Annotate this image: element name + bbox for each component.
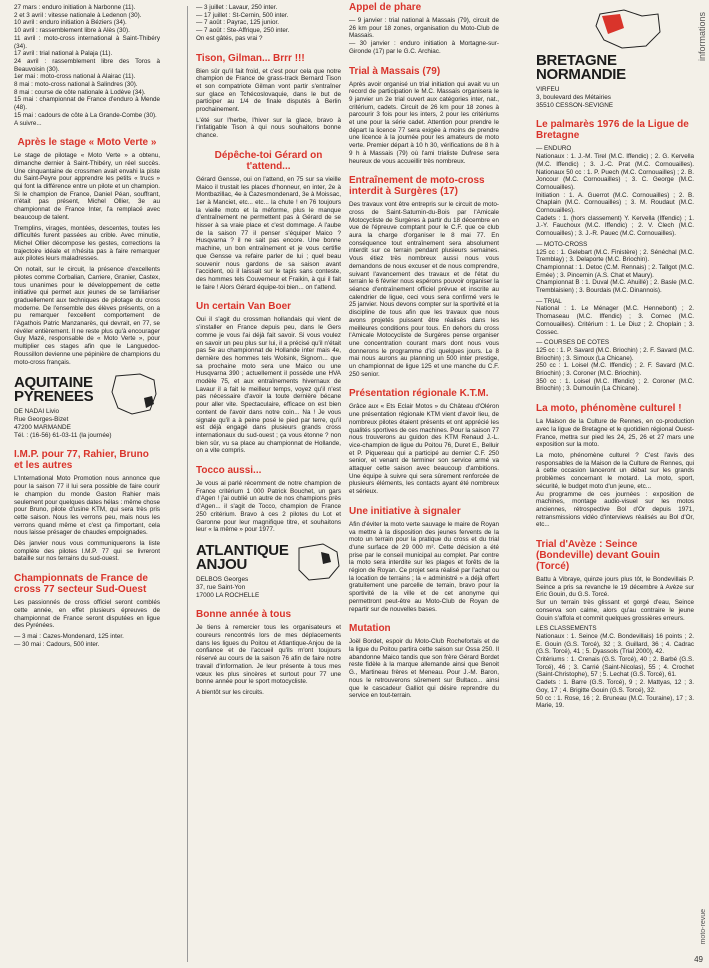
league-title: AQUITAINE PYRENEES — [14, 374, 94, 406]
article-paragraph: Oui il s'agit du crossman hollandais qui vient de s'installer en France depuis peu, dans le Gers comme je vous l'ai déjà fait savoir. Si vous voulez en savoir un peu plus sur lui, il a précisé qu'il n'était pas 5e au championnat de Hollande inter mais 4e, dernière des hommes tels Wolsink, Signorn... que sa prochaine moto sera une Maico ou une Husqvarna 390 ; actuellement il possède une HVA modèle 75, et aux entraînements hivernaux de Lavaur il a fait le meilleur temps, voyez qu'il n'est pas nécessaire d'avoir la toute dernière bécane pour aller vite. Spectaculaire, efficace on est bien content de l'avoir dans notre coin... Na ! Je vous signale qu'il a à peine posé le pied par terre, qu'il est déjà engagé dans plusieurs grands cross internationaux du sud-ouest ; ça vous étonne ? non bien sûr, vu sa place au championnat de Hollande, on a vite compris. — [196, 316, 341, 455]
league-title: BRETAGNE NORMANDIE — [536, 52, 626, 83]
league-address: DELBOS Georges 37, rue Saint-Yon 17000 LA ROCHELLE — [196, 575, 260, 599]
article-title: Tison, Gilman... Brrr !!! — [196, 52, 305, 64]
article-paragraph: Bien sûr qu'il fait froid, et c'est pour cela que notre champion de France de grass-track Bernard Tison et son compatriote Gilman vont partir s'entraîner sur glace en Tchécoslovaquie, dans le but de participer au 1/4 de finale disputés à Berlin prochainement. — [196, 67, 341, 114]
article-paragraph: Après avoir organisé un trial initiation qui avait vu un record de participation le M.C. Massais organisera le 9 janvier un 2e trial ouvert aux catégories inter, nat., critérium, cadets. Circuit de 26 km pour 18 zones à parcourir 3 fois pour les inters, 2 pour les critériums et une pour la série cadet. Attention pour prendre le départ la licence 77 sera exigée à moins de prendre une licence à la journée pour les amateurs de moto verte. Premier départ à 10 h 30, vérifications de 8 h à 9 h à Massais (79) où l'ami trialiste Dufrese sera heureux de vous accueillir très nombreux. — [349, 80, 499, 165]
article-paragraph: — 9 janvier : trial national à Massais (79), circuit de 26 km pour 18 zones, organisation du Moto-Club de Massais. — 30 janvier : enduro initiation à Mortagne-sur-Gironde (17) par le G.C. Archiac. — [349, 17, 499, 55]
article-title: Une initiative à signaler — [349, 505, 461, 517]
article-paragraph: L'International Moto Promotion nous annonce que pour la saison 77 il lui sera possible de faire courir le champion du monde Gaston Rahier mais seulement pour quelques dates hélas : même chose pour Bruno, pilote d'usine KTM, qui sera très pris cette saison. Nous les verrons peu, mais nous les verrons quand même et c'est ça l'important, cela nous laisse présager de chaudes empoignades. — [14, 475, 160, 537]
article-title: Bonne année à tous — [196, 609, 292, 621]
column-1 — [14, 4, 160, 651]
league-address: DE NADAI Livio Rue Georges-Bizet 47200 MARMANDE Tél. : (16-56) 61-03-11 (la journée) — [14, 408, 112, 439]
column-4 — [536, 6, 694, 713]
article-title: Présentation régionale K.T.M. — [349, 388, 489, 400]
article-title: Trial d'Avèze : Seince (Bondeville) devant Gouin (Torcé) — [536, 539, 660, 573]
article-paragraph: La Maison de la Culture de Rennes, en co-production avec la ligue de Bretagne et le quotidien régional Ouest-France, mettra sur pied les 24, 25, 26 et 27 mars une exposition sur la moto. — [536, 418, 694, 449]
calendar-list: — 3 juillet : Lavaur, 250 inter. — 17 juillet : St-Cernin, 500 inter. — 7 août : Payrac, 125 junior. — 7 août : Ste-Affrique, 250 inter. On est gâtés, pas vrai ? — [196, 4, 290, 42]
article-title: Après le stage « Moto Verte » — [17, 137, 157, 149]
article-paragraph: Afin d'éviter la moto verte sauvage le maire de Royan va mettre à la disposition des jeunes fervents de la moto un terrain pour la pratique du cross et du trial d'une surface de 29 000 m². Cette décision a été prise par le conseil municipal au complet. Par contre la moto sera interdite sur les plages et forêts de la région de Royan. Ce projet sera réalisé par l'achat ou la location de terrains ; la « administré » a déjà offert gratuitement une parcelle de terrain, bravo pour la sportivité de la ville et de cet anonyme qui permettront peut-être au Moto-Club de Royan de repartir sur de nouvelles bases. — [349, 520, 499, 613]
article-paragraph: Les passionnés de cross officiel seront comblés cette année, en effet plusieurs épreuves de championnat de France seront disputées en ligue des Pyrénées. — [14, 599, 160, 630]
article-paragraph: Tremplins, virages, montées, descentes, toutes les difficultés furent passées au crible. Avec minutie, Michel Ollier décompose les gestes, corrections la trajectoire idéale et n'hésita pas à faire remarquer aux pilotes leurs maladresses. — [14, 224, 160, 263]
article-title: Dépêche-toi Gérard on t'attend... — [214, 149, 323, 172]
article-paragraph: Je vous ai parlé récemment de notre champion de France critérium 1 000 Patrick Bouchet, un gars d'Agen ! j'ai oublié un autre de nos champions près d'Agen... il s'agit de Tocco, champion de France 250 critérium. Bravo à ces 2 pilotes du Lot et Garonne pour leur magnifique titre, et souhaitons leur « la même » pour 1977. — [196, 480, 341, 534]
article-title: Mutation — [349, 623, 391, 635]
article-paragraph: Gérard Gensse, oui on l'attend, en 75 sur sa vieille Maico il trustait les places d'honneur, en inter, 2e à Montbazillac, 4e à Cazesmondenard, 3e à Moissac, 1er à Manciet, etc... etc... la chute ! en 76 toujours la vieille moto et la méforme, plus le manque d'entraînement ne permettent pas à Gérard de se hisser à sa vraie place et c'est dommage. A l'aube de la saison 77 il penser s'équiper Maico ? Husqvarna ? il ne sait pas encore. Une bonne machine, un bon entraînement et je vous certifie que Gensse va refaire parler de lui ; quel beau souvenir nous gardons de sa saison avant l'accident, où il laissait sur le tapis sans conteste, des hommes tels Couverneur et Fraikin, à qui il fait le faire ! Alors Gérard équipe-toi bien... on t'attend. — [196, 175, 341, 291]
article-paragraph: — 3 mai : Cazes-Mondenard, 125 inter. — 30 mai : Cadours, 500 inter. — [14, 632, 124, 648]
article-paragraph: Des travaux vont être entrepris sur le circuit de moto-cross de Saint-Saturnin-du-Bois par l'Amicale Motocycliste de Surgères à partir du 18 décembre en vue de l'épreuve comptant pour le C.F. que ce club aura la charge d'organiser le 8 mai 77. En conséquence tout entraînement sera absolument interdit sur ce terrain pendant plusieurs semaines. Vous étiez très nombreux aussi nous vous demandons de nous excuser et de nous comprendre, suivant l'avancement des travaux et de l'état du terrain le 6 février nous espérons pouvoir organiser la séance d'entraînement officiel prévue et inscrite au calendrier de ligue, ceci vous sera confirmé vers le 25 janvier. Nous devons compter sur la sportivité et la discipline de tous afin que les travaux que nous avons projetés puissent être réalisés dans les meilleures conditions pour tous. En dehors du cross l'Amicale Motocycliste de Surgères pense organiser une concentration courant mars dont nous vous donnerons le programme d'ici quelques jours. Le 8 mai nous aurons au planning un 500 inter prestige, un championnat de ligue 125 et une manche du C.F. 250 senior. — [349, 201, 499, 378]
article-title: I.M.P. pour 77, Rahier, Bruno et les autres — [14, 449, 149, 472]
league-header — [14, 376, 160, 404]
results-paragraph: — ENDURO Nationaux : 1. J.-M. Tirel (M.C. Iffendic) ; 2. G. Kervella (M.C. Iffendic) ; 3. J.-C. Prat (M.C. Cornouailles). Nationaux 50 cc : 1. P. Puech (M.C. Cornouailles) ; 2. B. Joncour (M.C. Cornouailles) ; 3. C. George (M.C. Cornouailles). Initiation : 1. A. Guerrot (M.C. Cornouailles) ; 2. B. Chaplain (M.C. Cornouailles) ; 3. M. Roudaut (M.C. Cornouailles). Cadets : 1. (hors classement) Y. Kervella (Iffendic) ; 1. J.-Y. Fauchoux (M.C. Iffendic) ; 2. V. Clech (M.C. Cornouailles) ; 3. J.-R. Pauec (M.C. Cornouailles). — [536, 145, 694, 238]
article-title: Trial à Massais (79) — [349, 65, 441, 77]
magazine-name: moto-revue — [700, 908, 707, 944]
page-number: 49 — [694, 955, 703, 964]
article-title: Tocco aussi... — [196, 465, 262, 477]
article-title: Le palmarès 1976 de la Ligue de Bretagne — [536, 119, 689, 142]
article-paragraph: L'été sur l'herbe, l'hiver sur la glace, bravo à l'infatigable Tison à qui nous souhaitons bonne chance. — [196, 116, 341, 140]
league-address: VIRFEU 3, boulevard des Métairies 35510 CESSON-SEVIGNE — [536, 86, 614, 109]
article-paragraph: Dès janvier nous vous communiquerons la liste complète des pilotes I.M.P. 77 qui se livreront bataille sur nos terrains du sud-ouest. — [14, 540, 160, 563]
column-divider — [187, 6, 188, 962]
column-2 — [196, 4, 341, 700]
calendar-list: 27 mars : enduro initiation à Narbonne (11). 2 et 3 avril : vitesse nationale à Ledenon (30). 10 avril : enduro initiation à Béziers (34). 10 avril : rassemblement libre à Alès (30). 11 avril : moto-cross international à Saint-Thibéry (34). 17 avril : trial national à Palaja (11). 24 avril : rassemblement libre des Toros à Beauvoisin (30). 1er mai : moto-cross national à Alairac (11). 8 mai : moto-cross national à Salindres (30). 8 mai : course de côte nationale à Lodève (34). 15 mai : championnat de France d'enduro à Mende (48). 15 mai : cadours de côte à La Grande-Combe (30). A suivre... — [14, 4, 160, 127]
region-map-icon — [110, 372, 158, 416]
results-paragraph: LES CLASSEMENTS Nationaux : 1. Seince (M.C. Bondevillais) 16 points ; 2. E. Gouin (G.S. Torcé), 32 ; 3. Guillard, 36 ; 4. Cadrac (G.S. Torcé), 41 ; 5. Dyassols (Trial 2000), 42. Critériums : 1. Crenais (G.S. Torcé), 40 ; 2. Barbé (G.S. Torcé), 46 ; 3. Carrié (Saint-Nicolas), 55 ; 4. Crochet (Saint-Christophe), 57 ; 5. Lechat (G.S. Torcé), 61. Cadets : 1. Barre (G.S. Torcé), 9 ; 2. Mattyas, 12 ; 3. Goy, 17 ; 4. Brigitte Gouin (G.S. Torcé), 32. 50 cc : 1. Rose, 16 ; 2. Bruneau (M.C. Touraine), 17 ; 3. Marie, 19. — [536, 625, 694, 710]
article-title: Appel de phare — [349, 2, 422, 13]
article-title: Championnats de France de cross 77 secteur Sud-Ouest — [14, 573, 148, 596]
section-label: informations — [697, 12, 707, 62]
article-paragraph: Joël Bordet, espoir du Moto-Club Rochefortais et de la ligue du Poitou partira cette saison sur Ossa 250. Il abandonne Maico tandis que son frère Gérard Bordet reste fidèle à la marque allemande ainsi que Benoit G., Martineau frères et Meneau. Pour J.-M. Baron, nous le retrouverons sûrement sur Bultaco... ainsi que le cascadeur Galliot qui désire reprendre du service en tout-terrain. — [349, 638, 499, 700]
article-title: La moto, phénomène culturel ! — [536, 403, 682, 415]
league-title: ATLANTIQUE ANJOU — [196, 541, 289, 573]
article-paragraph: La moto, phénomène culturel ? C'est l'avis des responsables de la Maison de la Culture de Rennes, qui à cette occasion lanceront un débat sur les grands problèmes concernant le motard. La moto, sport, sécurité, le budget moto d'un jeune, etc... Au programme de ces journées : exposition de machines, montage audio-visuel sur les motos anciennes, rétrospective Bol d'Or depuis 1971, retransmissions vidéo d'interviews réalisés au Bol d'Or, etc... — [536, 452, 694, 529]
article-paragraph: Le stage de pilotage « Moto Verte » a obtenu, dimanche dernier à Saint-Thibéry, un réel succès. Une cinquantaine de crossmen avait envahi la piste du Saint-Peyre pour apprendre les petits « trucs » qui font la différence entre un pilote et un champion. Si le champion de France, Daniel Péan, souffrant, n'était pas présent, Michel Ollier, 3e au championnat de France Inter, l'a remplacé avec beaucoup de talent. — [14, 152, 160, 221]
article-paragraph: A bientôt sur les circuits. — [196, 688, 264, 696]
article-paragraph: On notait, sur le circuit, la présence d'excellents pilotes comme Corbalian, Carriere, Granier, Castex, tous unanimes pour le développement de cette initiative qui permet aux jeunes de se familiariser graduellement aux techniques de pilotage du cross moderne. De l'ensemble des élèves présents, on a pu remarquer l'excellent comportement de l'Agathois Patric Manzanarès, qui devrait, en 77, se révéler entièrement. Il ne reste plus qu'à encourager Guy Mazé, responsable de « Moto Verte », pour multiplier ces stages afin que le Languedoc-Roussillon devienne une pépinière de champions du moto-cross français. — [14, 266, 160, 366]
region-map-icon — [594, 6, 664, 52]
article-title: Entraînement de moto-cross interdit à Surgères (17) — [349, 175, 485, 198]
article-paragraph: Grâce aux « Ets Eclair Motos » du Château d'Oléron une présentation régionale KTM vient d'avoir lieu, de nombreux pilotes étaient présents et ont apprécié les qualités sportives de ces machines. Pour la saison 77 nous trouverons au guidon des KTM Renaud J.-L. vice-champion de ligue du Poitou 76, Duret E., Belluir et P. Piquereau qui a participé au dernier C.F. 250 senior, et venant de terminer son service armé va attaquer cette saison avec beaucoup d'ambitions. Une équipe à suivre qui sera sûrement renforcée de plusieurs éléments, les contacts ayant été nombreux et sérieux. — [349, 403, 499, 496]
results-paragraph: — MOTO-CROSS 125 cc : 1. Gelebart (M.C. Finistère) ; 2. Sénéchal (M.C. Tremblay) ; 3. Delaporte (M.C. Briochin). Championnat : 1. Detoc (C.M. Rennais) ; 2. Tallgot (M.C. Ernée) ; 3. Pincemin (A.S. Chat et Maury). Championnat B : 1. Duval (M.C. Ahuillé) ; 2. Basle (M.C. Tremblaisien) ; 3. Bourdais (M.C. Dinannois). — [536, 240, 694, 295]
article-paragraph: Je tiens à remercier tous les organisateurs et coureurs rencontrés lors de mes déplacements dans les ligues du Poitou et Atlantique-Anjou de la confiance et de l'accueil qu'ils m'ont toujours réservé au cours de la saison 76 afin de faire notre travail d'information. Je leur présente à tous mes vœux les plus sincères et surtout pour 77 une bonne année pour le sport motocycliste. — [196, 624, 341, 686]
article-paragraph: Battu à Vibraye, quinze jours plus tôt, le Bondevillais P. Seince a pris sa revanche le 19 décembre à Avèze sur Eric Gouin, du G.S. Torcé. Sur un terrain très glissant et gorgé d'eau, Seince conserva son calme, alors qu'au contraire le jeune Gouin s'affola et commit quelques grossières erreurs. — [536, 576, 694, 622]
region-map-icon — [295, 542, 341, 582]
results-paragraph: — COURSES DE COTES 125 cc : 1. P. Savard (M.C. Briochin) ; 2. F. Savard (M.C. Briochin) ; 3. Simoux (La Chicane). 250 cc : 1. Loisel (M.C. Iffendic) ; 2. F. Savard (M.C. Briochin) ; 3. Coroner (M.C. Briochin). 350 cc : 1. Loisel (M.C. Iffendic) ; 2. Coroner (M.C. Briochin) ; 3. Dumoulin (La Chicane). — [536, 339, 694, 393]
column-3 — [349, 0, 499, 703]
results-paragraph: — TRIAL National : 1. Le Ménager (M.C. Hennebont) ; 2. Thomaseau (M.C. Iffendic) ; 3. Cornec (M.C. Cornouailles). Critérium : 1. Le Diuz ; 2. Choplain ; 3. Cossec. — [536, 297, 694, 336]
article-title: Un certain Van Boer — [196, 301, 292, 313]
league-header — [196, 541, 341, 573]
